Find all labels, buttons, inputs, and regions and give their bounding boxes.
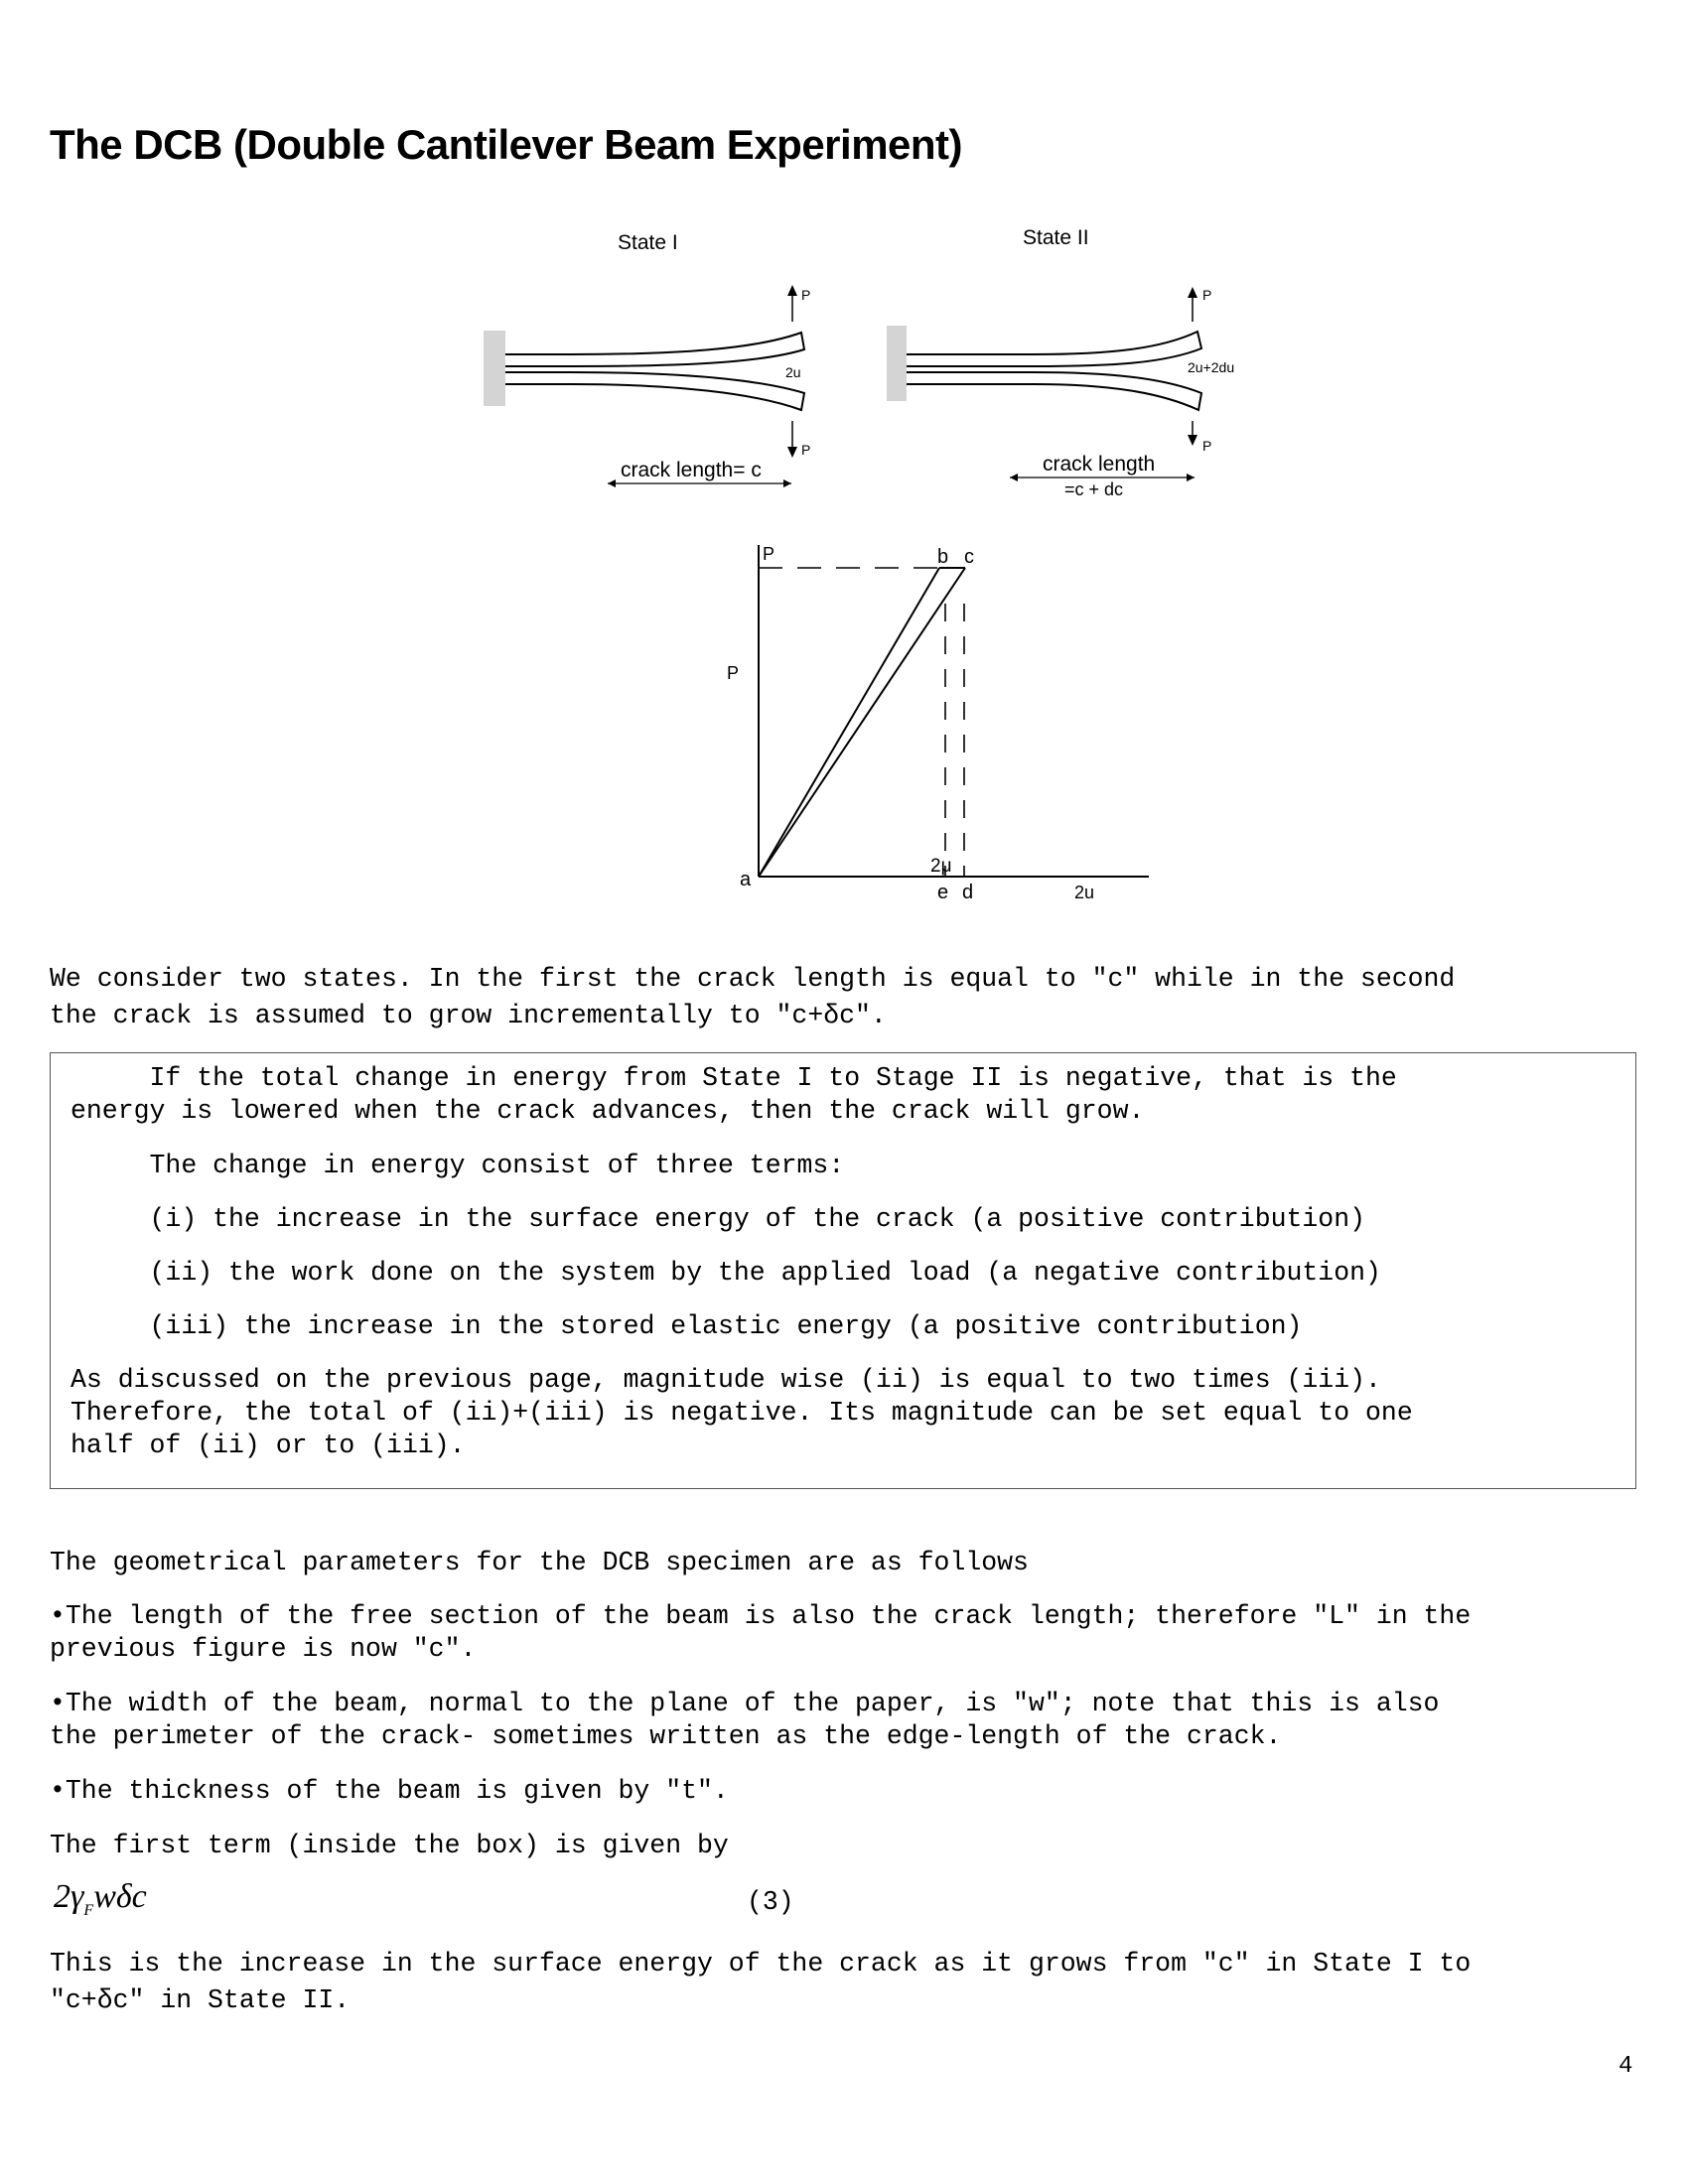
graph-loading-line-ab	[759, 568, 939, 877]
state-1-arrowhead-up	[787, 285, 797, 296]
state-2-opening-label: 2u+2du	[1188, 359, 1235, 375]
formula-pre: 2γ	[54, 1878, 84, 1915]
graph-point-d: d	[962, 882, 974, 903]
graph-x-axis-label: 2u	[1074, 883, 1095, 902]
formula-post: wδc	[93, 1878, 147, 1915]
graph-y-axis-label: P	[727, 663, 740, 683]
graph-point-c: c	[964, 546, 974, 568]
graph-x-mark-2mu: 2μ	[930, 856, 952, 877]
state-1-label: State I	[618, 231, 678, 254]
state-1-upper-beam	[505, 333, 804, 366]
bullet-1-line-2: previous figure is now "c".	[50, 1634, 477, 1664]
state-1-dimension-arrow-right	[783, 479, 791, 487]
dcb-figure	[0, 0, 1688, 953]
equation-number: (3)	[747, 1887, 794, 1917]
box-para3-line-1: As discussed on the previous page, magnitude wise (ii) is equal to two times (iii).	[70, 1365, 1381, 1395]
graph-point-e: e	[937, 882, 949, 903]
bullet-2-line-1: •The width of the beam, normal to the plane of the paper, is "w"; note that this is also	[50, 1689, 1440, 1718]
graph-point-b: b	[937, 546, 949, 568]
graph-loading-line-ac	[759, 568, 965, 877]
state-2-upper-beam	[907, 332, 1201, 366]
box-para1-line-2: energy is lowered when the crack advances, then the crack will grow.	[70, 1096, 1145, 1126]
box-para3-line-3: half of (ii) or to (iii).	[70, 1431, 466, 1460]
state-1-opening-label: 2u	[785, 364, 801, 380]
state-2-crack-length: crack length	[1043, 453, 1156, 476]
bullet-3: •The thickness of the beam is given by "t".	[50, 1776, 729, 1806]
formula-subscript: F	[83, 1901, 94, 1919]
first-term-intro: The first term (inside the box) is given by	[50, 1831, 729, 1860]
state-1-load-label-top: P	[801, 287, 811, 303]
page-title: The DCB (Double Cantilever Beam Experiment)	[50, 121, 963, 168]
state-2-arrowhead-up	[1188, 287, 1197, 298]
bullet-1-line-1: •The length of the free section of the beam is also the crack length; therefore "L" in the	[50, 1601, 1472, 1631]
page-number: 4	[1618, 2053, 1633, 2080]
state-1-dimension-arrow-left	[608, 479, 616, 487]
state-1-lower-beam	[505, 372, 804, 410]
state-1-load-label-bottom: P	[801, 442, 811, 458]
state-2-label: State II	[1023, 226, 1089, 249]
geometry-intro: The geometrical parameters for the DCB specimen are as follows	[50, 1548, 1029, 1577]
intro-line-1: We consider two states. In the first the crack length is equal to "c" while in the second	[50, 964, 1456, 994]
state-1-wall	[484, 331, 505, 406]
box-term-2: (ii) the work done on the system by the applied load (a negative contribution)	[70, 1258, 1381, 1288]
state-2-lower-beam	[907, 372, 1201, 410]
box-term-1: (i) the increase in the surface energy of the crack (a positive contribution)	[70, 1204, 1366, 1234]
state-2-dimension-arrow-left	[1010, 474, 1018, 481]
state-2-dimension-arrow-right	[1187, 474, 1195, 481]
conclusion-line-1: This is the increase in the surface energy of the crack as it grows from "c" in State I to	[50, 1949, 1472, 1979]
box-para1-line-1: If the total change in energy from State I to Stage II is negative, that is the	[70, 1063, 1397, 1093]
state-2-wall	[887, 326, 907, 401]
state-1-arrowhead-down	[787, 447, 797, 458]
box-para2: The change in energy consist of three terms:	[70, 1151, 845, 1180]
intro-line-2: the crack is assumed to grow incrementally to "c+δc".	[50, 1001, 887, 1030]
graph-y-top-label: P	[763, 544, 775, 564]
box-para3-line-2: Therefore, the total of (ii)+(iii) is negative. Its magnitude can be set equal to one	[70, 1398, 1413, 1428]
surface-energy-formula	[54, 1878, 147, 1920]
state-2-arrowhead-down	[1188, 435, 1197, 446]
state-2-load-label-top: P	[1202, 287, 1212, 303]
graph-origin-label: a	[740, 869, 752, 890]
state-2-crack-length-value: =c + dc	[1064, 479, 1124, 499]
state-2-load-label-bottom: P	[1202, 438, 1212, 454]
state-1-crack-length: crack length= c	[621, 459, 762, 481]
conclusion-line-2: "c+δc" in State II.	[50, 1985, 351, 2015]
box-term-3: (iii) the increase in the stored elastic energy (a positive contribution)	[70, 1311, 1303, 1341]
bullet-2-line-2: the perimeter of the crack- sometimes written as the edge-length of the crack.	[50, 1721, 1282, 1751]
